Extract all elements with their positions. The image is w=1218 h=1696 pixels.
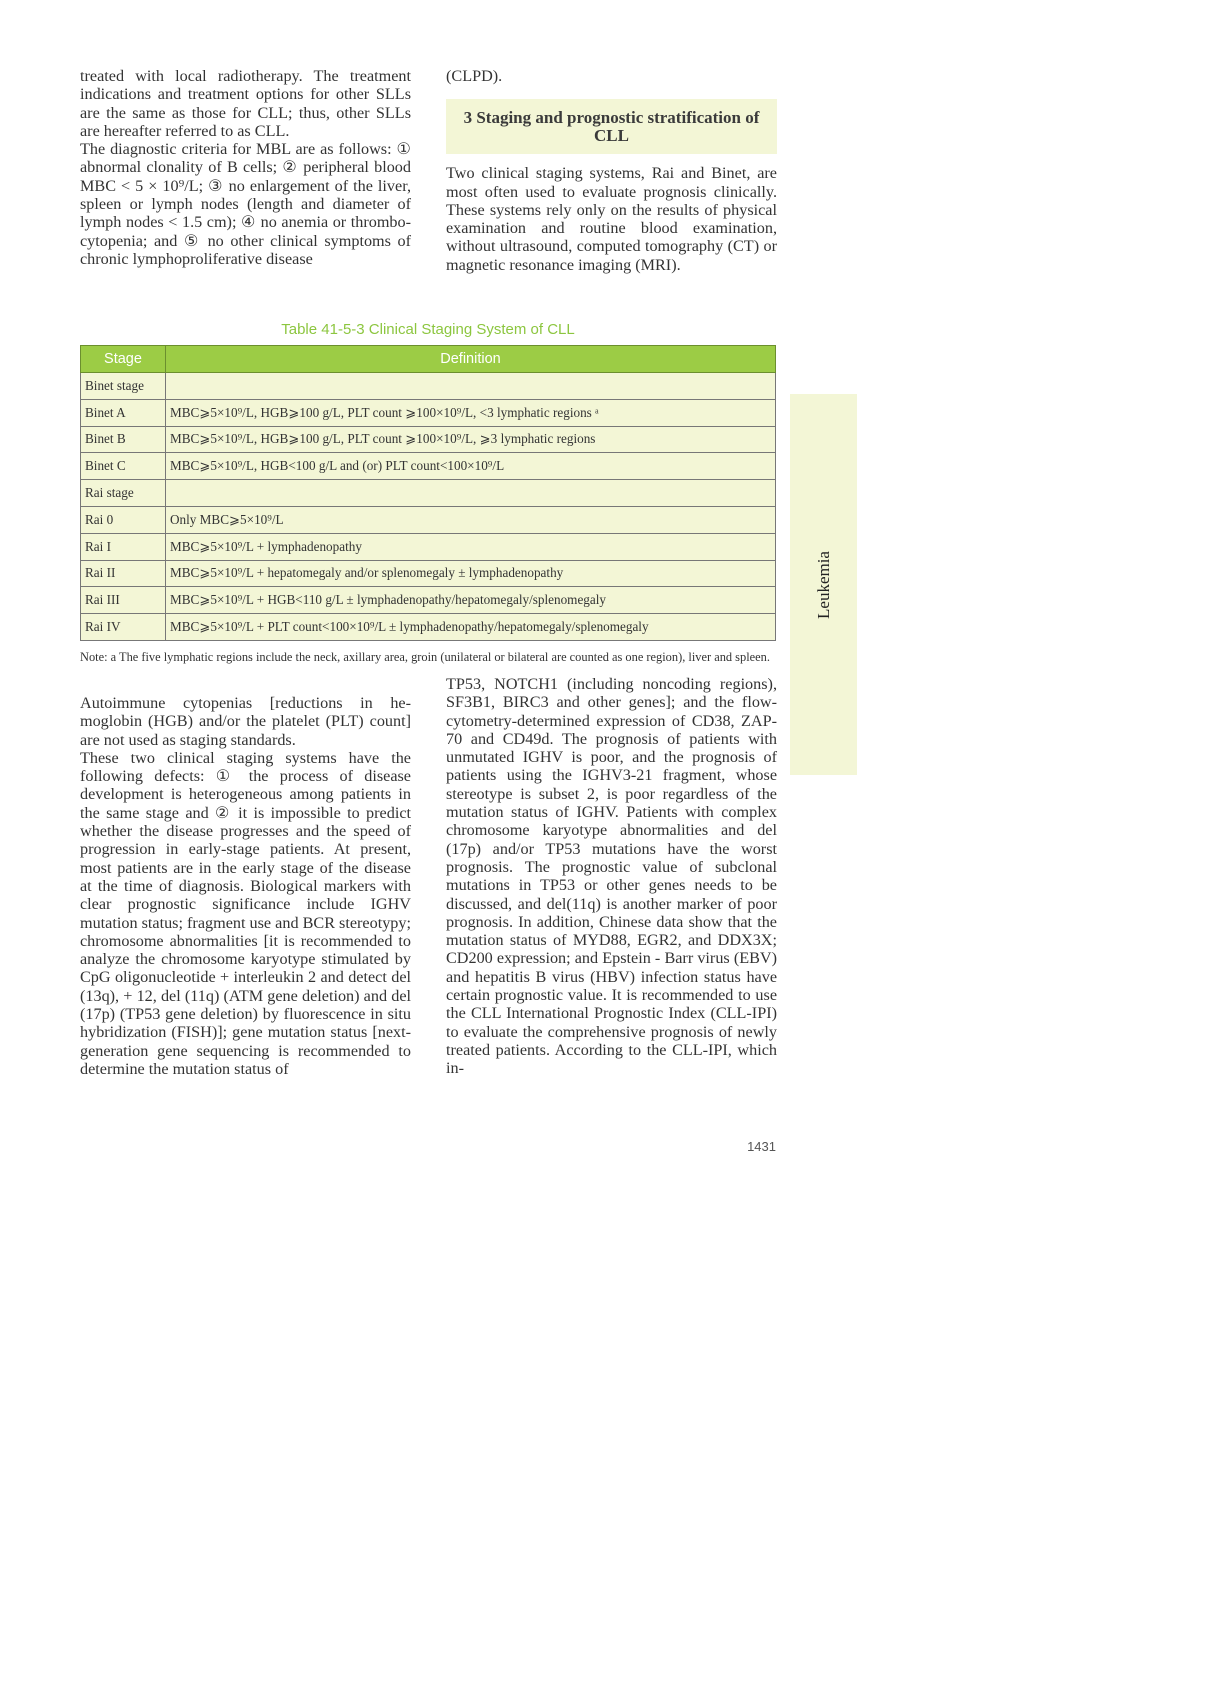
table-row — [81, 614, 776, 641]
stage-cell: Binet C — [81, 453, 166, 480]
stage-cell: Rai 0 — [81, 506, 166, 533]
table-row — [81, 533, 776, 560]
table-header-row — [81, 346, 776, 373]
definition-cell: MBC⩾5×10⁹/L, HGB<100 g/L and (or) PLT count<100×10⁹/L — [166, 453, 776, 480]
definition-cell: MBC⩾5×10⁹/L, HGB⩾100 g/L, PLT count ⩾100×10⁹/L, <3 lymphatic regions ᵃ — [166, 399, 776, 426]
stage-cell: Rai III — [81, 587, 166, 614]
stage-cell: Rai IV — [81, 614, 166, 641]
stage-cell: Binet B — [81, 426, 166, 453]
table-row — [81, 560, 776, 587]
definition-cell: MBC⩾5×10⁹/L + hepatomegaly and/or splenomegaly ± lymphadenopathy — [166, 560, 776, 587]
top-left-text-column — [80, 67, 411, 268]
paragraph-mbl-criteria: The diagnostic criteria for MBL are as follows: ① abnormal clonality of B cells; ② peripheral blood MBC < 5 × 10⁹/L; ③ no enlargement of the liver, spleen or lymph nodes (length and diameter of lymph nodes < 1.5 cm); ④ no anemia or thrombocytopenia; and ⑤ no other clinical symptoms of chronic lymphoproliferative disease — [80, 140, 411, 268]
chapter-side-tab — [790, 394, 857, 775]
bottom-left-text-column — [80, 694, 411, 1078]
paragraph-clpd-continuation: (CLPD). — [446, 67, 503, 85]
table-row — [81, 399, 776, 426]
stage-cell: Rai II — [81, 560, 166, 587]
table-header-stage: Stage — [81, 346, 166, 373]
top-right-text-column — [446, 67, 777, 274]
definition-cell: Only MBC⩾5×10⁹/L — [166, 506, 776, 533]
table-row — [81, 453, 776, 480]
stage-cell: Rai I — [81, 533, 166, 560]
table-header-definition: Definition — [166, 346, 776, 373]
definition-cell — [166, 373, 776, 400]
definition-cell: MBC⩾5×10⁹/L + HGB<110 g/L ± lymphadenopathy/hepatomegaly/splenomegaly — [166, 587, 776, 614]
table-caption: Table 41-5-3 Clinical Staging System of CLL — [281, 321, 575, 338]
paragraph-prognostic-markers: TP53, NOTCH1 (including noncoding regions), SF3B1, BIRC3 and other genes]; and the flow-cytometry-determined expression of CD38, ZAP-70 and CD49d. The prognosis of patients with unmutated IGHV is poor, and the prognosis of patients using the IGHV3-21 fragment, whose stereotype is subset 2, is poor regardless of the mutation status of IGHV. Patients with complex chromosome karyotype abnormalities and del (17p) and/or TP53 mutations have the worst prognosis. The prognostic value of subclonal mutations in TP53 or other genes needs to be discussed, and del(11q) is another marker of poor prognosis. In addition, Chinese data show that the mutation status of MYD88, EGR2, and DDX3X; CD200 expression; and Epstein - Barr virus (EBV) and hepatitis B virus (HBV) infection status have certain prognostic value. It is recommended to use the CLL International Prognostic Index (CLL-IPI) to evaluate the comprehensive prognosis of newly treated patients. According to the CLL-IPI, which in- — [446, 675, 777, 1078]
table-row — [81, 587, 776, 614]
definition-cell: MBC⩾5×10⁹/L, HGB⩾100 g/L, PLT count ⩾100×10⁹/L, ⩾3 lymphatic regions — [166, 426, 776, 453]
page-number: 1431 — [747, 1139, 776, 1154]
stage-cell: Rai stage — [81, 480, 166, 507]
bottom-right-text-column — [446, 675, 777, 1078]
definition-cell — [166, 480, 776, 507]
table-row — [81, 480, 776, 507]
definition-cell: MBC⩾5×10⁹/L + PLT count<100×10⁹/L ± lymphadenopathy/hepatomegaly/splenomegaly — [166, 614, 776, 641]
paragraph-staging-defects: These two clinical staging systems have the following defects: ① the process of disease development is heterogeneous among patients in the same stage and ② it is impossible to predict whether the disease progresses and the speed of progression in early-stage patients. At present, most patients are in the early stage of the disease at the time of diagnosis. Biological markers with clear prognostic significance include IGHV mutation status; fragment use and BCR stereotypy; chromosome abnormalities [it is recommended to analyze the chromosome karyotype stimulated by CpG oligonucleotide + interleukin 2 and detect del (13q), + 12, del (11q) (ATM gene deletion) and del (17p) (TP53 gene deletion) by fluorescence in situ hybridization (FISH)]; gene mutation status [next-generation gene sequencing is recommended to determine the mutation status of — [80, 748, 411, 1078]
definition-cell: MBC⩾5×10⁹/L + lymphadenopathy — [166, 533, 776, 560]
table-row — [81, 506, 776, 533]
table-row — [81, 426, 776, 453]
chapter-side-tab-label: Leukemia — [813, 550, 833, 619]
section-heading-staging: 3 Staging and prognostic stratification of CLL — [446, 99, 777, 154]
staging-table — [80, 345, 776, 641]
paragraph-staging-systems: Two clinical staging systems, Rai and Binet, are most often used to evaluate prognosis clinically. These systems rely only on the results of physical examination and routine blood examination, without ultrasound, computed tomography (CT) or magnetic resonance imaging (MRI). — [446, 164, 777, 274]
table-note: Note: a The five lymphatic regions include the neck, axillary area, groin (unilateral or bilateral are counted as one region), liver and spleen. — [80, 650, 770, 664]
stage-cell: Binet A — [81, 399, 166, 426]
stage-cell: Binet stage — [81, 373, 166, 400]
paragraph-radiotherapy: treated with local radiotherapy. The treatment indications and treatment options for other SLLs are the same as those for CLL; thus, other SLLs are hereafter referred to as CLL. — [80, 67, 411, 140]
paragraph-autoimmune-cytopenias: Autoimmune cytopenias [reductions in hemoglobin (HGB) and/or the platelet (PLT) count] are not used as staging standards. — [80, 694, 411, 749]
table-row — [81, 373, 776, 400]
